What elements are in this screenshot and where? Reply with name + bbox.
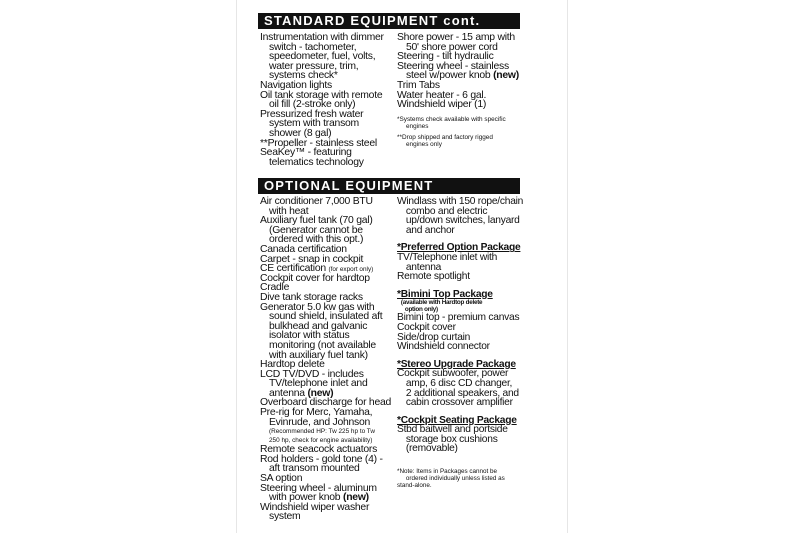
list-item: Instrumentation with dimmer switch - tachometer, speedometer, fuel, volts, water pressure, trim, systems check* <box>260 32 384 82</box>
optional-equipment-right-column <box>397 196 524 490</box>
footnote: *Systems check available with specific engines <box>397 115 506 130</box>
list-item: Bimini top - premium canvas <box>397 312 520 324</box>
packages-note: *Note: Items in Packages cannot be ordered individually unless listed as stand-alone. <box>397 468 505 490</box>
list-item: LCD TV/DVD - includes TV/telephone inlet and antenna (new) <box>260 368 368 399</box>
export-note: (for export only) <box>328 266 374 274</box>
list-item: Steering wheel - aluminum with power knob (new) <box>260 482 377 504</box>
list-item: Pre-rig for Merc, Yamaha, Evinrude, and Johnson (Recommended HP: Tw 225 hp to Tw 250 hp, check for engine availability) <box>260 407 375 445</box>
list-item: Windshield wiper washer system <box>260 501 370 523</box>
stereo-upgrade-package-heading: *Stereo Upgrade Package <box>397 358 516 370</box>
preferred-option-package-heading: *Preferred Option Package <box>397 242 521 254</box>
list-item: Navigation lights <box>260 79 332 91</box>
standard-equipment-right-column <box>397 33 523 148</box>
list-item: Overboard discharge for head <box>260 397 392 409</box>
package-subnote: option only) <box>404 306 438 314</box>
list-item: SA option <box>260 473 303 485</box>
list-item: Remote spotlight <box>397 271 470 283</box>
list-item: SeaKey™ - featuring telematics technology <box>260 147 364 168</box>
list-item: Remote seacock actuators <box>260 444 378 456</box>
list-item: Cockpit subwoofer, power amp, 6 disc CD changer, 2 additional speakers, and cabin crossover amplifier <box>397 368 519 409</box>
list-item: Pressurized fresh water system with transom shower (8 gal) <box>260 108 364 139</box>
optional-equipment-left-column <box>260 197 395 522</box>
list-item: CE certification (for export only) <box>260 263 374 275</box>
list-item: Cockpit cover <box>397 321 456 333</box>
list-item: Water heater - 6 gal. <box>397 89 487 101</box>
standard-equipment-left-column <box>260 33 395 167</box>
list-item: Windshield connector <box>397 341 490 353</box>
new-badge: (new) <box>307 387 334 399</box>
list-item: Cradle <box>260 282 290 294</box>
footnote: **Drop shipped and factory rigged engines only <box>397 133 493 148</box>
list-item: Windshield wiper (1) <box>397 99 487 111</box>
cockpit-seating-package-heading: *Cockpit Seating Package <box>397 414 517 426</box>
list-item: Rod holders - gold tone (4) - aft transom mounted <box>260 453 383 475</box>
bimini-top-package-heading: *Bimini Top Package <box>397 288 493 300</box>
new-badge: (new) <box>342 492 369 504</box>
list-item: Auxiliary fuel tank (70 gal) (Generator cannot be ordered with this opt.) <box>260 215 373 246</box>
list-item: Stbd baitwell and portside storage box cushions (removable) <box>397 424 508 455</box>
list-item: Carpet - snap in cockpit <box>260 253 364 265</box>
list-item: Steering - tilt hydraulic <box>397 51 494 63</box>
list-item: Side/drop curtain <box>397 331 471 343</box>
package-subnote: (available with Hardtop delete <box>400 299 483 307</box>
list-item: Canada certification <box>260 243 347 255</box>
list-item: Hardtop delete <box>260 359 325 371</box>
list-item: TV/Telephone inlet with antenna <box>397 251 498 273</box>
list-item: Trim Tabs <box>397 79 440 91</box>
list-item: Cockpit cover for hardtop <box>260 272 370 284</box>
list-item: Air conditioner 7,000 BTU with heat <box>260 196 373 217</box>
standard-equipment-heading: STANDARD EQUIPMENT cont. <box>258 13 520 29</box>
new-badge: (new) <box>493 70 519 82</box>
list-item: Dive tank storage racks <box>260 291 363 303</box>
list-item: Windlass with 150 rope/chain combo and electric up/down switches, lanyard and anchor <box>397 196 524 236</box>
list-item: Shore power - 15 amp with 50' shore power cord <box>397 32 515 53</box>
list-item: Generator 5.0 kw gas with sound shield, insulated aft bulkhead and galvanic isolator with status monitoring (not available with auxiliary fuel tank) <box>260 301 383 361</box>
optional-equipment-heading: OPTIONAL EQUIPMENT <box>258 178 520 194</box>
list-item: Oil tank storage with remote oil fill (2-stroke only) <box>260 89 383 111</box>
list-item: Steering wheel - stainless steel w/power knob (new) <box>397 60 519 82</box>
list-item: **Propeller - stainless steel <box>260 137 377 149</box>
